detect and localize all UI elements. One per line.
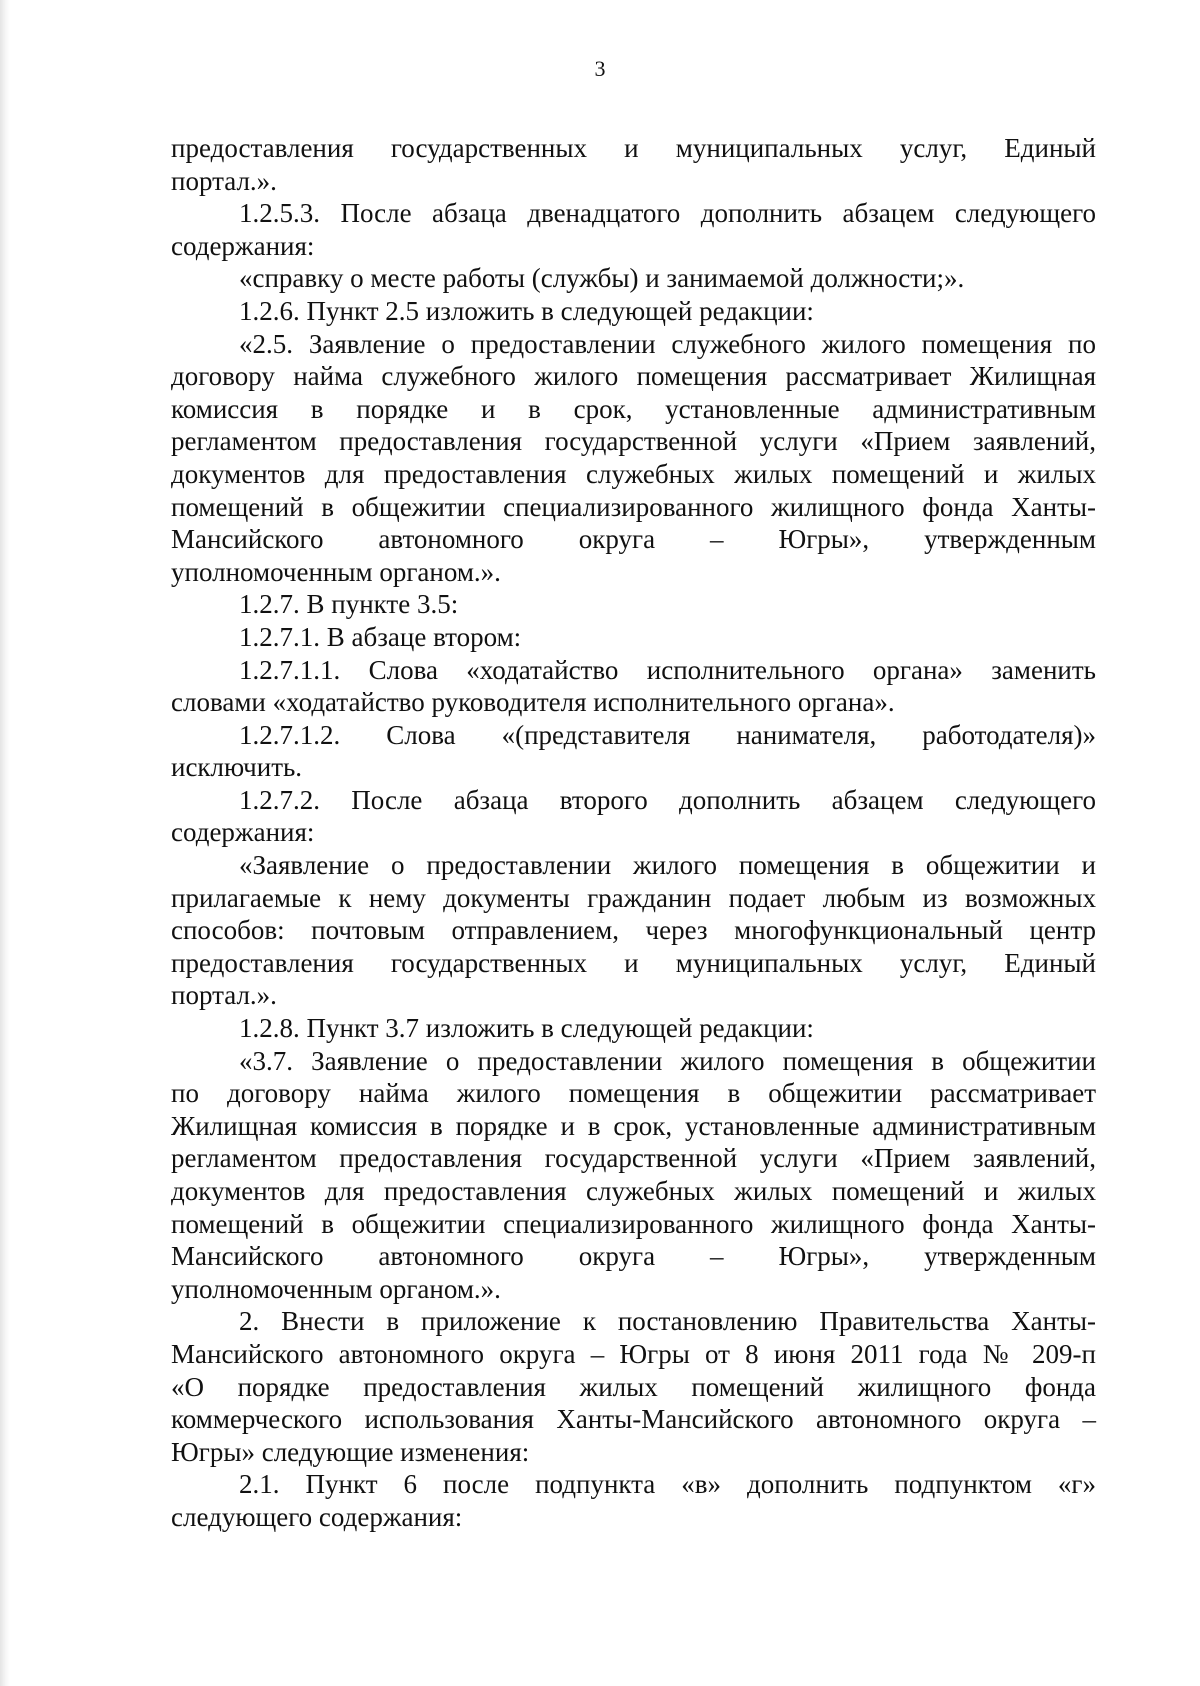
text-line: исключить. [171,752,303,783]
text-line: документов для предоставления служебных жилых помещений и жилых [171,458,1096,489]
text-line: 1.2.8. Пункт 3.7 изложить в следующей редакции: [239,1013,814,1044]
text-line: помещений в общежитии специализированного жилищного фонда Ханты- [171,1208,1096,1239]
text-line: «2.5. Заявление о предоставлении служебного жилого помещения по [239,328,1096,359]
text-line: 2.1. Пункт 6 после подпункта «в» дополнить подпунктом «г» [239,1469,1096,1500]
text-line: предоставления государственных и муниципальных услуг, Единый [171,947,1096,978]
text-line: способов: почтовым отправлением, через многофункциональный центр [171,915,1096,946]
text-line: 1.2.7.1.2. Слова «(представителя нанимателя, работодателя)» [239,719,1096,750]
text-line: уполномоченным органом.». [171,556,501,587]
text-line: 1.2.7.1.1. Слова «ходатайство исполнительного органа» заменить [239,654,1096,685]
text-line: Мансийского автономного округа – Югры», утвержденным [171,1241,1096,1272]
text-line: Мансийского автономного округа – Югры от 8 июня 2011 года № 209-п [171,1338,1096,1369]
text-line: договору найма служебного жилого помещения рассматривает Жилищная [171,361,1096,392]
text-line: регламентом предоставления государственной услуги «Прием заявлений, [171,426,1096,457]
text-line: уполномоченным органом.». [171,1273,501,1304]
text-line: Югры» следующие изменения: [171,1436,530,1467]
text-line: Мансийского автономного округа – Югры», утвержденным [171,524,1096,555]
document-body [171,132,1096,1534]
text-line: портал.». [171,165,277,196]
text-line: портал.». [171,980,277,1011]
text-line: 1.2.7.1. В абзаце втором: [239,621,522,652]
text-line: 2. Внести в приложение к постановлению Правительства Ханты- [239,1306,1096,1337]
text-line: словами «ходатайство руководителя исполнительного органа». [171,687,895,718]
text-line: комиссия в порядке и в срок, установленные административным [171,393,1096,424]
text-line: Жилищная комиссия в порядке и в срок, установленные административным [171,1110,1096,1141]
scan-edge [0,0,10,1686]
text-line: «справку о месте работы (службы) и занимаемой должности;». [239,263,965,294]
text-line: по договору найма жилого помещения в общежитии рассматривает [171,1078,1096,1109]
text-line: «Заявление о предоставлении жилого помещения в общежитии и [239,850,1096,881]
text-line: помещений в общежитии специализированного жилищного фонда Ханты- [171,491,1096,522]
text-line: содержания: [171,817,315,848]
text-line: коммерческого использования Ханты-Мансийского автономного округа – [171,1404,1096,1435]
text-line: предоставления государственных и муниципальных услуг, Единый [171,133,1096,163]
text-line: 1.2.5.3. После абзаца двенадцатого дополнить абзацем следующего [239,198,1096,229]
text-line: 1.2.6. Пункт 2.5 изложить в следующей редакции: [239,295,814,326]
text-line: «О порядке предоставления жилых помещений жилищного фонда [171,1371,1096,1402]
text-line: 1.2.7.2. После абзаца второго дополнить абзацем следующего [239,784,1096,815]
text-line: 1.2.7. В пункте 3.5: [239,589,459,620]
text-line: содержания: [171,230,315,261]
text-line: следующего содержания: [171,1501,463,1532]
text-line: документов для предоставления служебных жилых помещений и жилых [171,1176,1096,1206]
page-number: 3 [594,56,606,81]
text-line: регламентом предоставления государственной услуги «Прием заявлений, [171,1143,1096,1174]
text-line: прилагаемые к нему документы гражданин подает любым из возможных [171,882,1096,913]
text-line: «3.7. Заявление о предоставлении жилого помещения в общежитии [239,1045,1096,1076]
